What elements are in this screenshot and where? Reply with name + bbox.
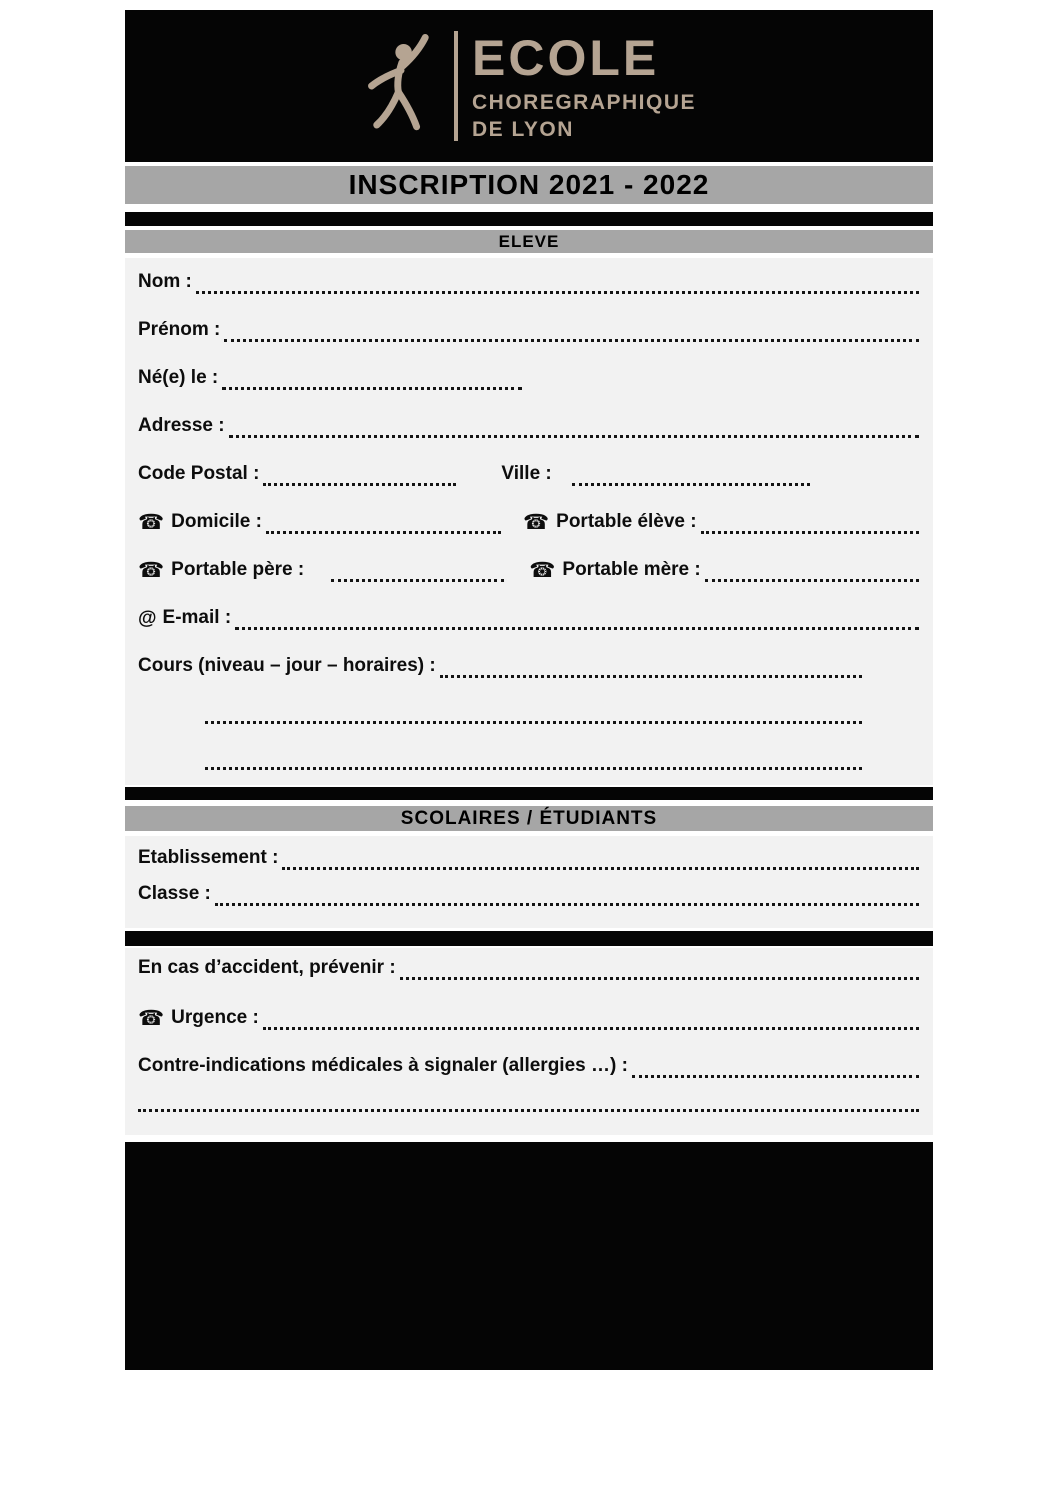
phone-icon: ☎: [138, 511, 165, 534]
section-header-scolaires: SCOLAIRES / ÉTUDIANTS: [125, 806, 933, 831]
phone-icon: ☎: [522, 511, 550, 534]
row-telephones-2: [138, 556, 919, 582]
row-nom: [138, 268, 919, 294]
logo-subtitle-1: CHOREGRAPHIQUE: [471, 90, 697, 114]
urgence-form: [125, 948, 933, 1135]
accident-label: En cas d’accident, prévenir :: [138, 957, 396, 978]
contre-indications-field-1[interactable]: [632, 1058, 919, 1078]
contre-indications-field-2[interactable]: [138, 1086, 919, 1112]
prenom-field[interactable]: [224, 322, 919, 342]
at-icon: @: [138, 608, 157, 629]
domicile-field[interactable]: [266, 514, 501, 534]
urgence-label: Urgence :: [171, 1007, 259, 1028]
logo-subtitle-2: DE LYON: [471, 117, 574, 141]
ne-le-field[interactable]: [222, 370, 522, 390]
scolaires-form: [125, 836, 933, 928]
classe-label: Classe :: [138, 883, 211, 904]
separator-bar: [125, 212, 933, 226]
section-header-eleve: ELEVE: [125, 230, 933, 253]
row-urgence: [138, 1004, 919, 1030]
row-adresse: [138, 412, 919, 438]
email-label: E-mail :: [162, 607, 232, 628]
row-classe: [138, 880, 919, 906]
portable-pere-field[interactable]: [331, 562, 504, 582]
phone-icon: ☎: [529, 559, 556, 582]
prenom-label: Prénom :: [138, 319, 221, 340]
separator-bar: [125, 931, 933, 946]
portable-pere-label: Portable père :: [171, 559, 305, 580]
row-prenom: [138, 316, 919, 342]
row-cours: [138, 652, 919, 678]
cours-field-3[interactable]: [205, 744, 862, 770]
dancer-silhouette-icon: [362, 25, 440, 147]
row-etablissement: [138, 844, 919, 870]
title-banner: INSCRIPTION 2021 - 2022: [125, 166, 933, 204]
portable-mere-field[interactable]: [705, 562, 919, 582]
row-email: [138, 604, 919, 630]
contre-indications-label: Contre-indications médicales à signaler (allergies …) :: [138, 1055, 628, 1076]
row-accident: [138, 954, 919, 980]
nom-label: Nom :: [138, 271, 192, 292]
logo-text: [471, 29, 697, 141]
portable-mere-label: Portable mère :: [562, 559, 701, 580]
etablissement-field[interactable]: [282, 850, 919, 870]
adresse-label: Adresse :: [138, 415, 225, 436]
cours-field-2[interactable]: [205, 698, 862, 724]
phone-icon: ☎: [138, 1007, 165, 1030]
row-telephones-1: [138, 508, 919, 534]
portable-eleve-field[interactable]: [701, 514, 919, 534]
classe-field[interactable]: [215, 886, 919, 906]
logo-header: [125, 10, 933, 162]
accident-contact-field[interactable]: [400, 960, 919, 980]
etablissement-label: Etablissement :: [138, 847, 279, 868]
row-cp-ville: [138, 460, 919, 486]
eleve-form: [125, 258, 933, 785]
code-postal-label: Code Postal :: [138, 463, 260, 484]
footer-block: [125, 1142, 933, 1370]
cours-field-1[interactable]: [440, 658, 862, 678]
adresse-field[interactable]: [229, 418, 919, 438]
urgence-tel-field[interactable]: [263, 1010, 919, 1030]
portable-eleve-label: Portable élève :: [556, 511, 697, 532]
email-field[interactable]: [235, 610, 919, 630]
ne-le-label: Né(e) le :: [138, 367, 219, 388]
domicile-label: Domicile :: [171, 511, 262, 532]
code-postal-field[interactable]: [263, 466, 456, 486]
ville-label: Ville :: [501, 463, 552, 484]
row-ne-le: [138, 364, 919, 390]
phone-icon: ☎: [138, 559, 165, 582]
cours-label: Cours (niveau – jour – horaires) :: [138, 655, 436, 676]
logo-title: ECOLE: [471, 29, 660, 86]
ville-field[interactable]: [572, 466, 810, 486]
logo-divider: [454, 31, 458, 141]
row-contre-indications: [138, 1052, 919, 1078]
separator-bar: [125, 787, 933, 800]
nom-field[interactable]: [196, 274, 919, 294]
form-page: [125, 0, 933, 1370]
